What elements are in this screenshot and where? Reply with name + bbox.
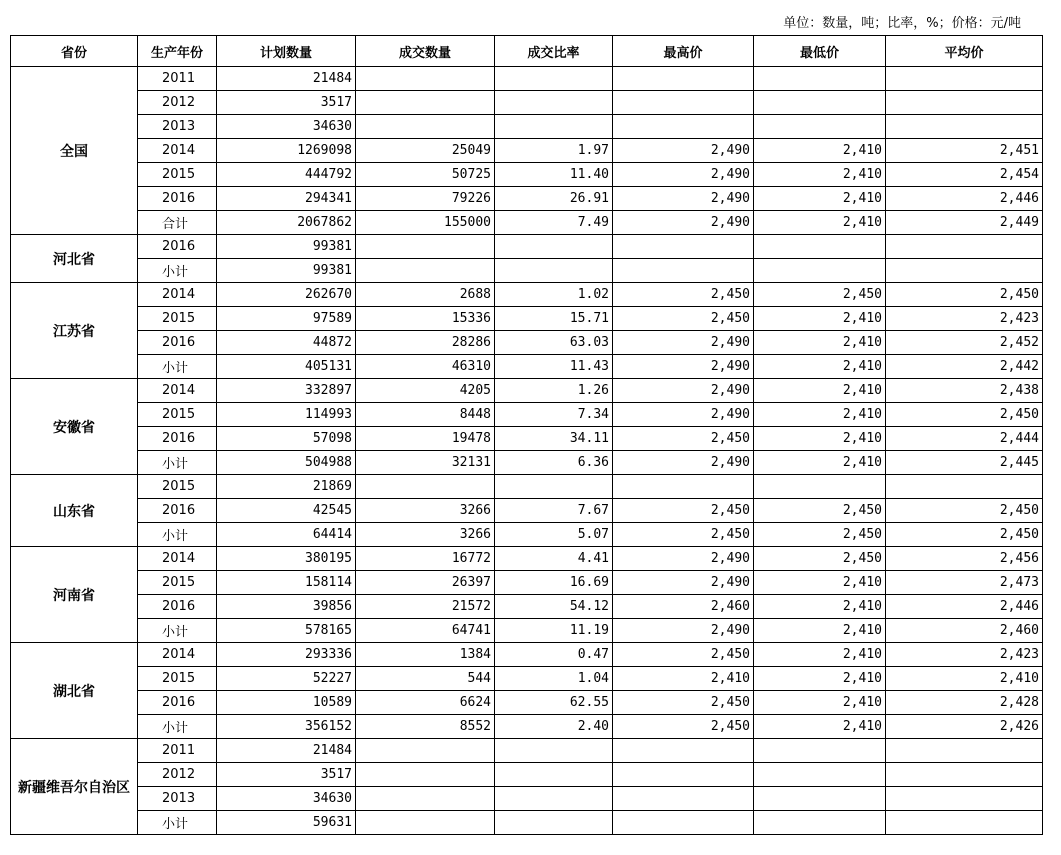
value-cell: 2,410 (754, 571, 886, 595)
table-row (11, 67, 1043, 91)
value-cell (754, 787, 886, 811)
value-cell: 62.55 (495, 691, 613, 715)
value-cell: 444792 (217, 163, 356, 187)
value-cell: 155000 (356, 211, 495, 235)
value-cell: 4205 (356, 379, 495, 403)
value-cell: 2,410 (754, 451, 886, 475)
value-cell (356, 763, 495, 787)
value-cell: 2,490 (613, 355, 754, 379)
value-cell (356, 67, 495, 91)
value-cell: 26.91 (495, 187, 613, 211)
table-row (11, 283, 1043, 307)
value-cell: 25049 (356, 139, 495, 163)
value-cell: 2,428 (886, 691, 1043, 715)
value-cell: 2,490 (613, 547, 754, 571)
value-cell (495, 811, 613, 835)
value-cell: 2,410 (754, 379, 886, 403)
table-row (11, 475, 1043, 499)
value-cell (886, 259, 1043, 283)
value-cell: 2,423 (886, 307, 1043, 331)
province-cell: 新疆维吾尔自治区 (11, 739, 138, 835)
table-row (11, 187, 1043, 211)
year-cell: 小计 (138, 715, 217, 739)
value-cell (754, 115, 886, 139)
table-row (11, 619, 1043, 643)
value-cell: 2,490 (613, 163, 754, 187)
province-cell: 安徽省 (11, 379, 138, 475)
value-cell: 99381 (217, 235, 356, 259)
value-cell: 2,450 (613, 643, 754, 667)
value-cell (495, 475, 613, 499)
year-cell: 2015 (138, 667, 217, 691)
value-cell (754, 475, 886, 499)
value-cell: 1384 (356, 643, 495, 667)
value-cell (495, 763, 613, 787)
value-cell (356, 259, 495, 283)
value-cell: 262670 (217, 283, 356, 307)
value-cell (495, 67, 613, 91)
value-cell: 2,450 (613, 499, 754, 523)
value-cell: 405131 (217, 355, 356, 379)
province-cell: 河南省 (11, 547, 138, 643)
unit-note: 单位：数量，吨；比率，%；价格：元/吨 (783, 16, 1021, 31)
value-cell: 39856 (217, 595, 356, 619)
year-cell: 2015 (138, 475, 217, 499)
column-header: 最高价 (613, 36, 754, 67)
value-cell: 504988 (217, 451, 356, 475)
value-cell: 6624 (356, 691, 495, 715)
value-cell: 2,450 (613, 427, 754, 451)
value-cell: 2,450 (754, 283, 886, 307)
value-cell (754, 259, 886, 283)
table-row (11, 235, 1043, 259)
value-cell: 2,490 (613, 187, 754, 211)
value-cell: 2,449 (886, 211, 1043, 235)
value-cell: 2,490 (613, 451, 754, 475)
value-cell: 2,473 (886, 571, 1043, 595)
value-cell: 2,450 (613, 691, 754, 715)
year-cell: 合计 (138, 211, 217, 235)
value-cell (886, 67, 1043, 91)
value-cell (495, 259, 613, 283)
value-cell: 15.71 (495, 307, 613, 331)
value-cell (754, 811, 886, 835)
value-cell: 2,410 (754, 619, 886, 643)
column-header: 最低价 (754, 36, 886, 67)
table-row (11, 547, 1043, 571)
value-cell: 21484 (217, 739, 356, 763)
value-cell: 2,450 (886, 283, 1043, 307)
column-header: 生产年份 (138, 36, 217, 67)
value-cell: 8448 (356, 403, 495, 427)
table-row (11, 811, 1043, 835)
value-cell: 2,444 (886, 427, 1043, 451)
value-cell: 2,490 (613, 379, 754, 403)
value-cell: 2,490 (613, 403, 754, 427)
value-cell: 1.04 (495, 667, 613, 691)
value-cell: 34630 (217, 115, 356, 139)
value-cell: 63.03 (495, 331, 613, 355)
value-cell: 2,450 (754, 547, 886, 571)
year-cell: 小计 (138, 259, 217, 283)
year-cell: 小计 (138, 619, 217, 643)
table-row (11, 307, 1043, 331)
value-cell: 2,410 (754, 331, 886, 355)
year-cell: 2013 (138, 787, 217, 811)
value-cell: 57098 (217, 427, 356, 451)
year-cell: 2016 (138, 331, 217, 355)
value-cell: 2,410 (754, 307, 886, 331)
column-header: 省份 (11, 36, 138, 67)
value-cell (613, 475, 754, 499)
value-cell (754, 235, 886, 259)
province-cell: 全国 (11, 67, 138, 235)
table-row (11, 115, 1043, 139)
value-cell: 114993 (217, 403, 356, 427)
value-cell (613, 763, 754, 787)
value-cell (613, 67, 754, 91)
year-cell: 2016 (138, 235, 217, 259)
value-cell (356, 739, 495, 763)
value-cell: 3266 (356, 523, 495, 547)
value-cell: 34630 (217, 787, 356, 811)
year-cell: 小计 (138, 811, 217, 835)
value-cell: 2,446 (886, 187, 1043, 211)
table-row (11, 499, 1043, 523)
year-cell: 2015 (138, 571, 217, 595)
value-cell: 2,460 (886, 619, 1043, 643)
value-cell: 50725 (356, 163, 495, 187)
value-cell: 16.69 (495, 571, 613, 595)
year-cell: 2011 (138, 739, 217, 763)
value-cell: 2,410 (754, 211, 886, 235)
value-cell: 32131 (356, 451, 495, 475)
province-cell: 山东省 (11, 475, 138, 547)
year-cell: 2016 (138, 691, 217, 715)
value-cell: 1.97 (495, 139, 613, 163)
province-cell: 湖北省 (11, 643, 138, 739)
value-cell: 2,490 (613, 139, 754, 163)
value-cell (613, 115, 754, 139)
value-cell: 11.40 (495, 163, 613, 187)
value-cell (495, 91, 613, 115)
value-cell: 59631 (217, 811, 356, 835)
year-cell: 2013 (138, 115, 217, 139)
value-cell: 54.12 (495, 595, 613, 619)
value-cell: 2,410 (754, 643, 886, 667)
value-cell: 3517 (217, 91, 356, 115)
value-cell: 21572 (356, 595, 495, 619)
value-cell (495, 787, 613, 811)
table-row (11, 739, 1043, 763)
value-cell (754, 763, 886, 787)
value-cell (886, 235, 1043, 259)
value-cell (886, 91, 1043, 115)
year-cell: 2012 (138, 763, 217, 787)
value-cell: 578165 (217, 619, 356, 643)
value-cell: 52227 (217, 667, 356, 691)
value-cell: 2,452 (886, 331, 1043, 355)
value-cell: 2,410 (754, 139, 886, 163)
province-cell: 江苏省 (11, 283, 138, 379)
value-cell: 21869 (217, 475, 356, 499)
column-header: 计划数量 (217, 36, 356, 67)
value-cell: 2,423 (886, 643, 1043, 667)
value-cell: 46310 (356, 355, 495, 379)
year-cell: 2015 (138, 403, 217, 427)
table-row (11, 595, 1043, 619)
year-cell: 小计 (138, 523, 217, 547)
value-cell: 2,445 (886, 451, 1043, 475)
table-row (11, 163, 1043, 187)
value-cell: 2,410 (754, 355, 886, 379)
value-cell: 2,410 (886, 667, 1043, 691)
value-cell: 16772 (356, 547, 495, 571)
value-cell: 2,410 (613, 667, 754, 691)
value-cell: 3266 (356, 499, 495, 523)
table-row (11, 523, 1043, 547)
value-cell (613, 739, 754, 763)
value-cell: 2,410 (754, 427, 886, 451)
value-cell: 2688 (356, 283, 495, 307)
table-row (11, 691, 1043, 715)
value-cell: 15336 (356, 307, 495, 331)
value-cell: 64414 (217, 523, 356, 547)
value-cell: 99381 (217, 259, 356, 283)
province-cell: 河北省 (11, 235, 138, 283)
value-cell: 2,442 (886, 355, 1043, 379)
value-cell: 2,460 (613, 595, 754, 619)
value-cell: 2,450 (754, 499, 886, 523)
value-cell: 42545 (217, 499, 356, 523)
value-cell: 2,438 (886, 379, 1043, 403)
value-cell: 2,450 (754, 523, 886, 547)
value-cell: 11.43 (495, 355, 613, 379)
value-cell: 293336 (217, 643, 356, 667)
value-cell: 3517 (217, 763, 356, 787)
value-cell: 26397 (356, 571, 495, 595)
table-row (11, 355, 1043, 379)
value-cell: 158114 (217, 571, 356, 595)
value-cell: 34.11 (495, 427, 613, 451)
year-cell: 2014 (138, 139, 217, 163)
value-cell: 380195 (217, 547, 356, 571)
value-cell (495, 235, 613, 259)
value-cell: 2.40 (495, 715, 613, 739)
column-header: 成交比率 (495, 36, 613, 67)
value-cell (495, 115, 613, 139)
value-cell: 2,410 (754, 403, 886, 427)
value-cell (754, 91, 886, 115)
column-header: 平均价 (886, 36, 1043, 67)
value-cell: 4.41 (495, 547, 613, 571)
value-cell (356, 811, 495, 835)
year-cell: 小计 (138, 355, 217, 379)
value-cell: 28286 (356, 331, 495, 355)
table-row (11, 787, 1043, 811)
value-cell: 5.07 (495, 523, 613, 547)
value-cell: 2067862 (217, 211, 356, 235)
table-row (11, 427, 1043, 451)
value-cell (754, 67, 886, 91)
table-row (11, 259, 1043, 283)
value-cell (886, 787, 1043, 811)
value-cell: 0.47 (495, 643, 613, 667)
value-cell: 2,451 (886, 139, 1043, 163)
value-cell: 2,410 (754, 715, 886, 739)
value-cell (886, 115, 1043, 139)
value-cell: 1.02 (495, 283, 613, 307)
value-cell (754, 739, 886, 763)
year-cell: 2011 (138, 67, 217, 91)
value-cell (886, 763, 1043, 787)
value-cell: 6.36 (495, 451, 613, 475)
value-cell: 544 (356, 667, 495, 691)
value-cell (886, 739, 1043, 763)
value-cell (613, 787, 754, 811)
value-cell: 97589 (217, 307, 356, 331)
value-cell (356, 91, 495, 115)
value-cell (356, 235, 495, 259)
value-cell (356, 475, 495, 499)
year-cell: 2012 (138, 91, 217, 115)
value-cell: 1.26 (495, 379, 613, 403)
value-cell: 294341 (217, 187, 356, 211)
value-cell: 10589 (217, 691, 356, 715)
value-cell: 7.49 (495, 211, 613, 235)
table-row (11, 139, 1043, 163)
value-cell: 2,450 (886, 403, 1043, 427)
value-cell: 2,450 (613, 283, 754, 307)
value-cell (613, 235, 754, 259)
table-row (11, 403, 1043, 427)
value-cell: 2,456 (886, 547, 1043, 571)
year-cell: 2016 (138, 499, 217, 523)
value-cell (356, 787, 495, 811)
year-cell: 2014 (138, 379, 217, 403)
value-cell: 11.19 (495, 619, 613, 643)
value-cell: 2,410 (754, 595, 886, 619)
table-row (11, 667, 1043, 691)
table-row (11, 763, 1043, 787)
value-cell: 2,490 (613, 571, 754, 595)
table-row (11, 643, 1043, 667)
value-cell: 2,410 (754, 187, 886, 211)
value-cell (613, 91, 754, 115)
value-cell: 2,410 (754, 691, 886, 715)
value-cell (886, 811, 1043, 835)
year-cell: 2015 (138, 163, 217, 187)
value-cell: 19478 (356, 427, 495, 451)
value-cell: 2,410 (754, 163, 886, 187)
table-header-row (11, 36, 1043, 67)
value-cell: 2,426 (886, 715, 1043, 739)
value-cell (356, 115, 495, 139)
value-cell: 2,450 (886, 523, 1043, 547)
table-row (11, 451, 1043, 475)
value-cell: 2,490 (613, 211, 754, 235)
auction-results-table (10, 35, 1043, 835)
value-cell: 2,450 (613, 523, 754, 547)
column-header: 成交数量 (356, 36, 495, 67)
value-cell (495, 739, 613, 763)
value-cell (613, 259, 754, 283)
value-cell: 2,450 (613, 715, 754, 739)
value-cell (613, 811, 754, 835)
value-cell: 2,446 (886, 595, 1043, 619)
year-cell: 2016 (138, 187, 217, 211)
value-cell: 7.34 (495, 403, 613, 427)
year-cell: 2014 (138, 547, 217, 571)
value-cell: 2,490 (613, 619, 754, 643)
table-row (11, 211, 1043, 235)
value-cell: 2,490 (613, 331, 754, 355)
value-cell: 7.67 (495, 499, 613, 523)
value-cell (886, 475, 1043, 499)
value-cell: 21484 (217, 67, 356, 91)
value-cell: 1269098 (217, 139, 356, 163)
year-cell: 小计 (138, 451, 217, 475)
value-cell: 44872 (217, 331, 356, 355)
table-row (11, 91, 1043, 115)
value-cell: 2,450 (613, 307, 754, 331)
value-cell: 332897 (217, 379, 356, 403)
value-cell: 2,450 (886, 499, 1043, 523)
year-cell: 2014 (138, 643, 217, 667)
year-cell: 2015 (138, 307, 217, 331)
table-row (11, 331, 1043, 355)
table-row (11, 379, 1043, 403)
year-cell: 2016 (138, 595, 217, 619)
value-cell: 8552 (356, 715, 495, 739)
value-cell: 2,410 (754, 667, 886, 691)
value-cell: 64741 (356, 619, 495, 643)
table-row (11, 715, 1043, 739)
table-row (11, 571, 1043, 595)
value-cell: 2,454 (886, 163, 1043, 187)
value-cell: 356152 (217, 715, 356, 739)
year-cell: 2016 (138, 427, 217, 451)
value-cell: 79226 (356, 187, 495, 211)
year-cell: 2014 (138, 283, 217, 307)
